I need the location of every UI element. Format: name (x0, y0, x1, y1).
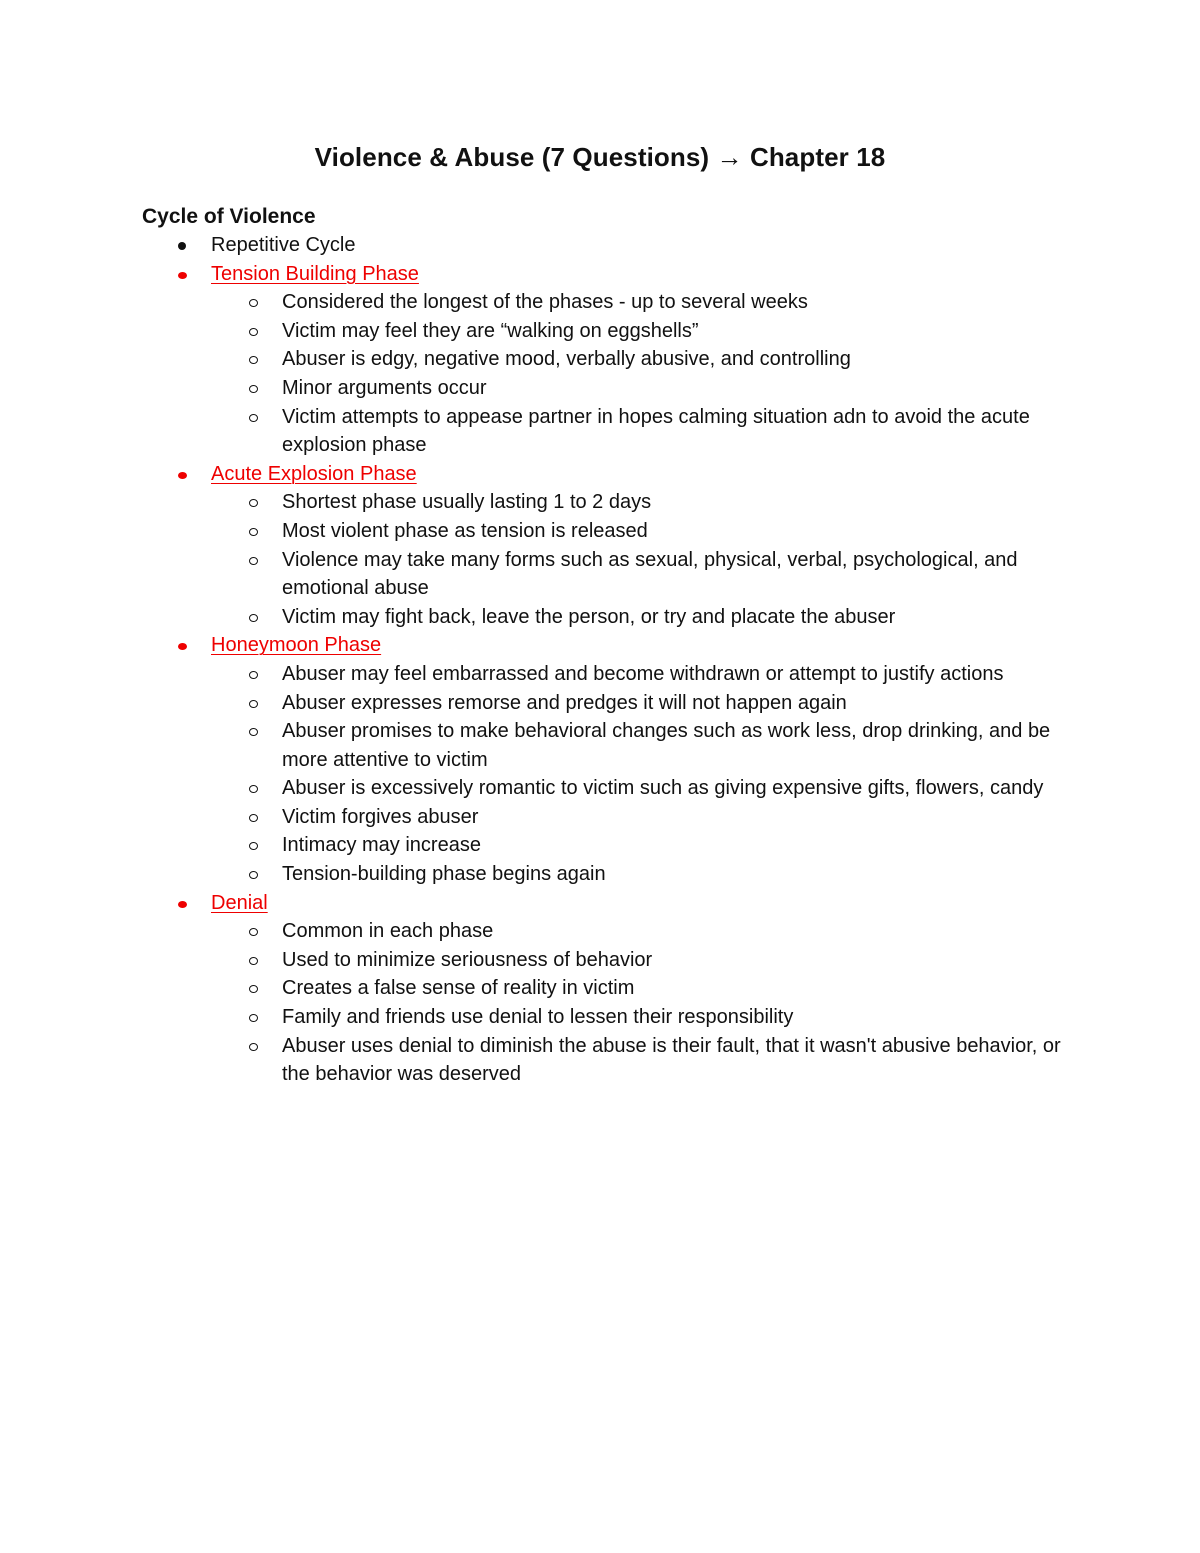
outline-item (142, 231, 1062, 260)
sub-item (211, 488, 1062, 517)
sub-item-text: Tension-building phase begins again (282, 863, 606, 886)
hollow-bullet-icon (249, 985, 258, 993)
phase-label: Acute Explosion Phase (211, 462, 417, 485)
outline-item (142, 260, 1062, 460)
sub-item (211, 831, 1062, 860)
sub-item (211, 689, 1062, 718)
sub-item-text: Victim may feel they are “walking on eggshells” (282, 319, 699, 342)
sub-item (211, 403, 1062, 460)
sub-item-text: Common in each phase (282, 920, 494, 943)
item-label: Repetitive Cycle (211, 234, 356, 256)
sub-item (211, 374, 1062, 403)
sub-item-text: Victim forgives abuser (282, 805, 479, 828)
hollow-bullet-icon (249, 414, 258, 422)
sub-item (211, 1032, 1062, 1089)
phase-label: Denial (211, 891, 268, 914)
sub-item (211, 974, 1062, 1003)
sub-item-text: Shortest phase usually lasting 1 to 2 days (282, 491, 652, 514)
hollow-bullet-icon (249, 557, 258, 565)
hollow-bullet-icon (249, 842, 258, 850)
sub-item-text: Abuser may feel embarrassed and become withdrawn or attempt to justify actions (282, 662, 1004, 685)
sub-item (211, 860, 1062, 889)
hollow-bullet-icon (249, 328, 258, 336)
outline-item (142, 631, 1062, 888)
sub-item (211, 288, 1062, 317)
hollow-bullet-icon (249, 871, 258, 879)
outline-item (142, 889, 1062, 1089)
hollow-bullet-icon (249, 928, 258, 936)
sub-item (211, 774, 1062, 803)
document-page (142, 138, 1062, 1089)
sub-item (211, 603, 1062, 632)
sub-item-text: Most violent phase as tension is released (282, 519, 648, 542)
hollow-bullet-icon (249, 356, 258, 364)
sub-item-text: Minor arguments occur (282, 376, 487, 399)
sub-item-text: Victim may fight back, leave the person, or try and placate the abuser (282, 605, 896, 628)
hollow-bullet-icon (249, 785, 258, 793)
sub-list (211, 660, 1062, 889)
hollow-bullet-icon (249, 499, 258, 507)
hollow-bullet-icon (249, 1014, 258, 1022)
sub-list (211, 488, 1062, 631)
sub-item (211, 660, 1062, 689)
sub-item-text: Victim attempts to appease partner in hopes calming situation adn to avoid the acute explosion phase (282, 405, 1030, 457)
sub-item-text: Abuser promises to make behavioral changes such as work less, drop drinking, and be more attentive to victim (282, 720, 1051, 771)
bullet-icon (178, 643, 187, 650)
hollow-bullet-icon (249, 1043, 258, 1051)
hollow-bullet-icon (249, 957, 258, 965)
sub-item-text: Intimacy may increase (282, 834, 481, 857)
sub-list (211, 288, 1062, 460)
sub-item-text: Abuser is edgy, negative mood, verbally abusive, and controlling (282, 348, 851, 371)
sub-item (211, 803, 1062, 832)
sub-list (211, 917, 1062, 1089)
outline-item (142, 460, 1062, 632)
hollow-bullet-icon (249, 671, 258, 679)
hollow-bullet-icon (249, 528, 258, 536)
sub-item-text: Family and friends use denial to lessen their responsibility (282, 1006, 794, 1029)
sub-item (211, 317, 1062, 346)
hollow-bullet-icon (249, 814, 258, 822)
hollow-bullet-icon (249, 700, 258, 708)
bullet-icon (178, 901, 187, 908)
sub-item (211, 717, 1062, 774)
bullet-icon (178, 242, 186, 250)
phase-label: Honeymoon Phase (211, 634, 382, 657)
sub-item (211, 917, 1062, 946)
hollow-bullet-icon (249, 299, 258, 307)
sub-item (211, 345, 1062, 374)
sub-item-text: Considered the longest of the phases - up to several weeks (282, 291, 808, 314)
sub-item (211, 946, 1062, 975)
sub-item-text: Creates a false sense of reality in victim (282, 977, 635, 1000)
document-title: Violence & Abuse (7 Questions) → Chapter 18 (314, 142, 886, 172)
sub-item-text: Abuser is excessively romantic to victim such as giving expensive gifts, flowers, candy (282, 777, 1044, 800)
hollow-bullet-icon (249, 728, 258, 736)
sub-item-text: Violence may take many forms such as sexual, physical, verbal, psychological, and emotional abuse (282, 548, 1018, 600)
sub-item (211, 517, 1062, 546)
outline-list (142, 231, 1062, 1089)
section-heading: Cycle of Violence (142, 205, 316, 228)
sub-item (211, 546, 1062, 603)
sub-item-text: Abuser uses denial to diminish the abuse is their fault, that it wasn't abusive behavior, or the behavior was deserved (282, 1034, 1061, 1086)
bullet-icon (178, 472, 187, 479)
sub-item (211, 1003, 1062, 1032)
sub-item-text: Abuser expresses remorse and predges it will not happen again (282, 691, 847, 714)
hollow-bullet-icon (249, 614, 258, 622)
sub-item-text: Used to minimize seriousness of behavior (282, 948, 653, 971)
hollow-bullet-icon (249, 385, 258, 393)
bullet-icon (178, 272, 187, 279)
phase-label: Tension Building Phase (211, 262, 419, 285)
